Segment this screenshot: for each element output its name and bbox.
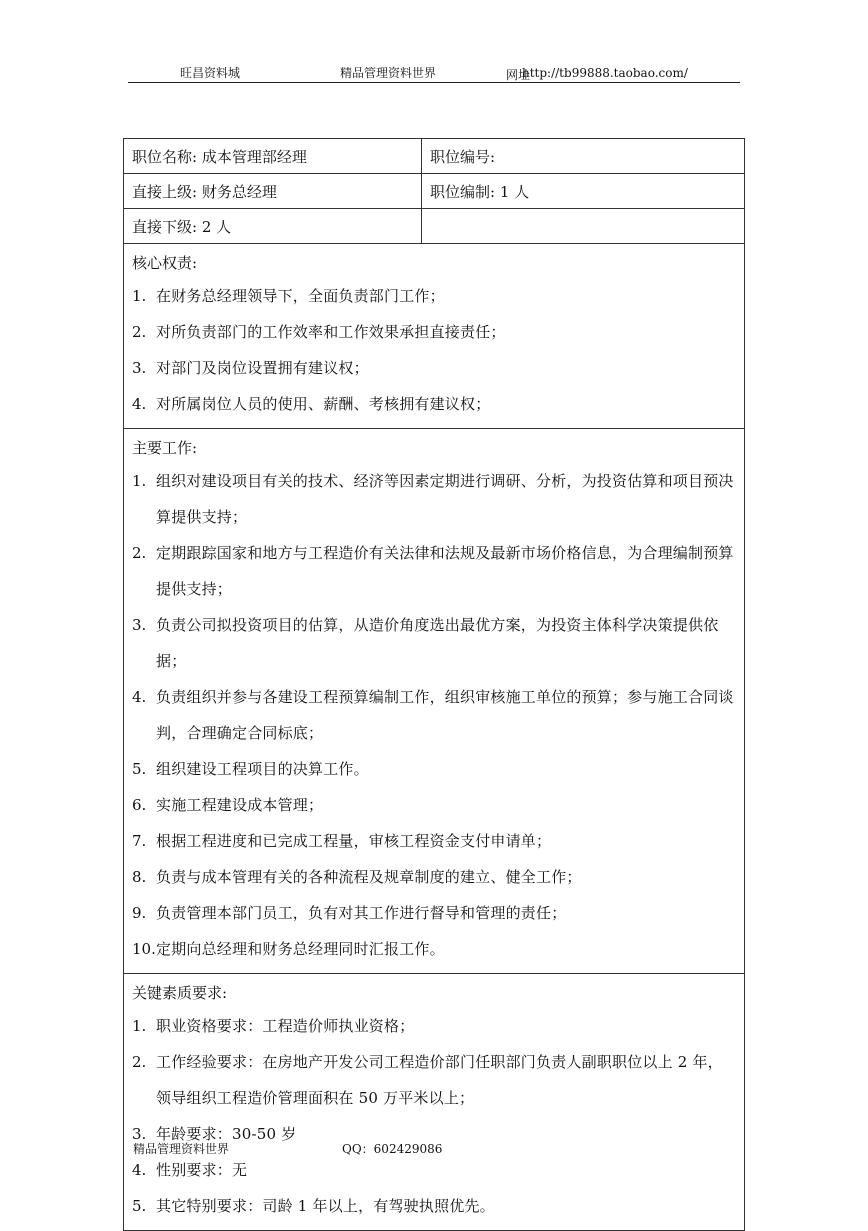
- list-item: [132, 1188, 736, 1224]
- item-text: 在财务总经理领导下，全面负责部门工作；: [156, 287, 445, 305]
- header-slogan: 精品管理资料世界: [340, 66, 437, 80]
- key-qualities-section: [124, 974, 744, 1230]
- item-text: 职业资格要求：工程造价师执业资格；: [156, 1017, 415, 1035]
- page-footer: [133, 1140, 533, 1158]
- footer-qq: QQ：602429086: [342, 1142, 443, 1156]
- item-number: 1.: [132, 287, 147, 305]
- item-number: 4.: [132, 688, 147, 706]
- position-name: 职位名称: 成本管理部经理: [124, 139, 422, 173]
- list-item: [132, 1044, 736, 1116]
- key-qualities-list: [132, 1008, 736, 1224]
- item-text: 负责组织并参与各建设工程预算编制工作，组织审核施工单位的预算；参与施工合同谈判，合理确定合同标底；: [156, 688, 734, 742]
- list-item: [132, 607, 736, 679]
- list-item: [132, 350, 736, 386]
- item-number: 2.: [132, 1053, 147, 1071]
- list-item: [132, 386, 736, 422]
- item-text: 对部门及岗位设置拥有建议权；: [156, 359, 369, 377]
- item-number: 4.: [132, 1161, 147, 1179]
- item-number: 1.: [132, 472, 147, 490]
- item-number: 4.: [132, 395, 147, 413]
- list-item: [132, 895, 736, 931]
- header-site-url[interactable]: http://tb99888.taobao.com/: [522, 66, 688, 80]
- header-site-label: 网址: [506, 68, 531, 82]
- item-text: 其它特别要求：司龄 1 年以上，有驾驶执照优先。: [156, 1197, 495, 1215]
- item-number: 9.: [132, 904, 147, 922]
- list-item: [132, 751, 736, 787]
- direct-subordinate: 直接下级: 2 人: [124, 209, 422, 243]
- item-number: 1.: [132, 1017, 147, 1035]
- item-text: 根据工程进度和已完成工程量，审核工程资金支付申请单；: [156, 832, 552, 850]
- list-item: [132, 787, 736, 823]
- core-responsibilities-section: [124, 244, 744, 429]
- item-number: 2.: [132, 544, 147, 562]
- table-row-position: [124, 139, 744, 174]
- list-item: [132, 535, 736, 607]
- item-text: 负责公司拟投资项目的估算，从造价角度选出最优方案，为投资主体科学决策提供依据；: [156, 616, 719, 670]
- core-responsibilities-list: [132, 278, 736, 422]
- main-duties-section: [124, 429, 744, 974]
- item-text: 性别要求：无: [156, 1161, 248, 1179]
- header-site-name: 旺昌资料城: [180, 66, 241, 80]
- section-title: 关键素质要求:: [132, 984, 228, 1002]
- item-text: 定期跟踪国家和地方与工程造价有关法律和法规及最新市场价格信息，为合理编制预算提供支持；: [156, 544, 734, 598]
- item-number: 3.: [132, 616, 147, 634]
- item-text: 负责管理本部门员工，负有对其工作进行督导和管理的责任；: [156, 904, 567, 922]
- job-description-table: [123, 138, 745, 1231]
- item-text: 工作经验要求：在房地产开发公司工程造价部门任职部门负责人副职职位以上 2 年，领导组织工程造价管理面积在 50 万平米以上；: [156, 1053, 723, 1107]
- position-number: 职位编号:: [430, 147, 496, 166]
- list-item: [132, 859, 736, 895]
- item-number: 8.: [132, 868, 147, 886]
- item-text: 组织对建设项目有关的技术、经济等因素定期进行调研、分析，为投资估算和项目预决算提供支持；: [156, 472, 734, 526]
- main-duties-list: [132, 463, 736, 967]
- item-number: 10.: [132, 940, 156, 958]
- item-text: 对所负责部门的工作效率和工作效果承担直接责任；: [156, 323, 506, 341]
- footer-site-name: 精品管理资料世界: [133, 1142, 230, 1156]
- section-title: 核心权责:: [132, 254, 198, 272]
- item-text: 对所属岗位人员的使用、薪酬、考核拥有建议权；: [156, 395, 491, 413]
- list-item: [132, 931, 736, 967]
- headcount: 职位编制: 1 人: [430, 182, 530, 201]
- item-text: 组织建设工程项目的决算工作。: [156, 760, 369, 778]
- item-number: 5.: [132, 760, 147, 778]
- item-text: 实施工程建设成本管理；: [156, 796, 324, 814]
- list-item: [132, 1008, 736, 1044]
- item-number: 7.: [132, 832, 147, 850]
- item-number: 3.: [132, 359, 147, 377]
- page-header: [128, 62, 740, 83]
- list-item: [132, 463, 736, 535]
- item-number: 5.: [132, 1197, 147, 1215]
- item-text: 负责与成本管理有关的各种流程及规章制度的建立、健全工作；: [156, 868, 582, 886]
- empty-cell: [422, 209, 744, 243]
- table-row-subordinate: [124, 209, 744, 244]
- list-item: [132, 679, 736, 751]
- direct-superior: 直接上级: 财务总经理: [124, 174, 422, 208]
- item-number: 6.: [132, 796, 147, 814]
- item-number: 2.: [132, 323, 147, 341]
- list-item: [132, 278, 736, 314]
- item-text: 年龄要求：30-50 岁: [156, 1125, 297, 1143]
- list-item: [132, 314, 736, 350]
- section-title: 主要工作:: [132, 439, 198, 457]
- item-text: 定期向总经理和财务总经理同时汇报工作。: [156, 940, 445, 958]
- item-number: 3.: [132, 1125, 147, 1143]
- table-row-superior: [124, 174, 744, 209]
- list-item: [132, 823, 736, 859]
